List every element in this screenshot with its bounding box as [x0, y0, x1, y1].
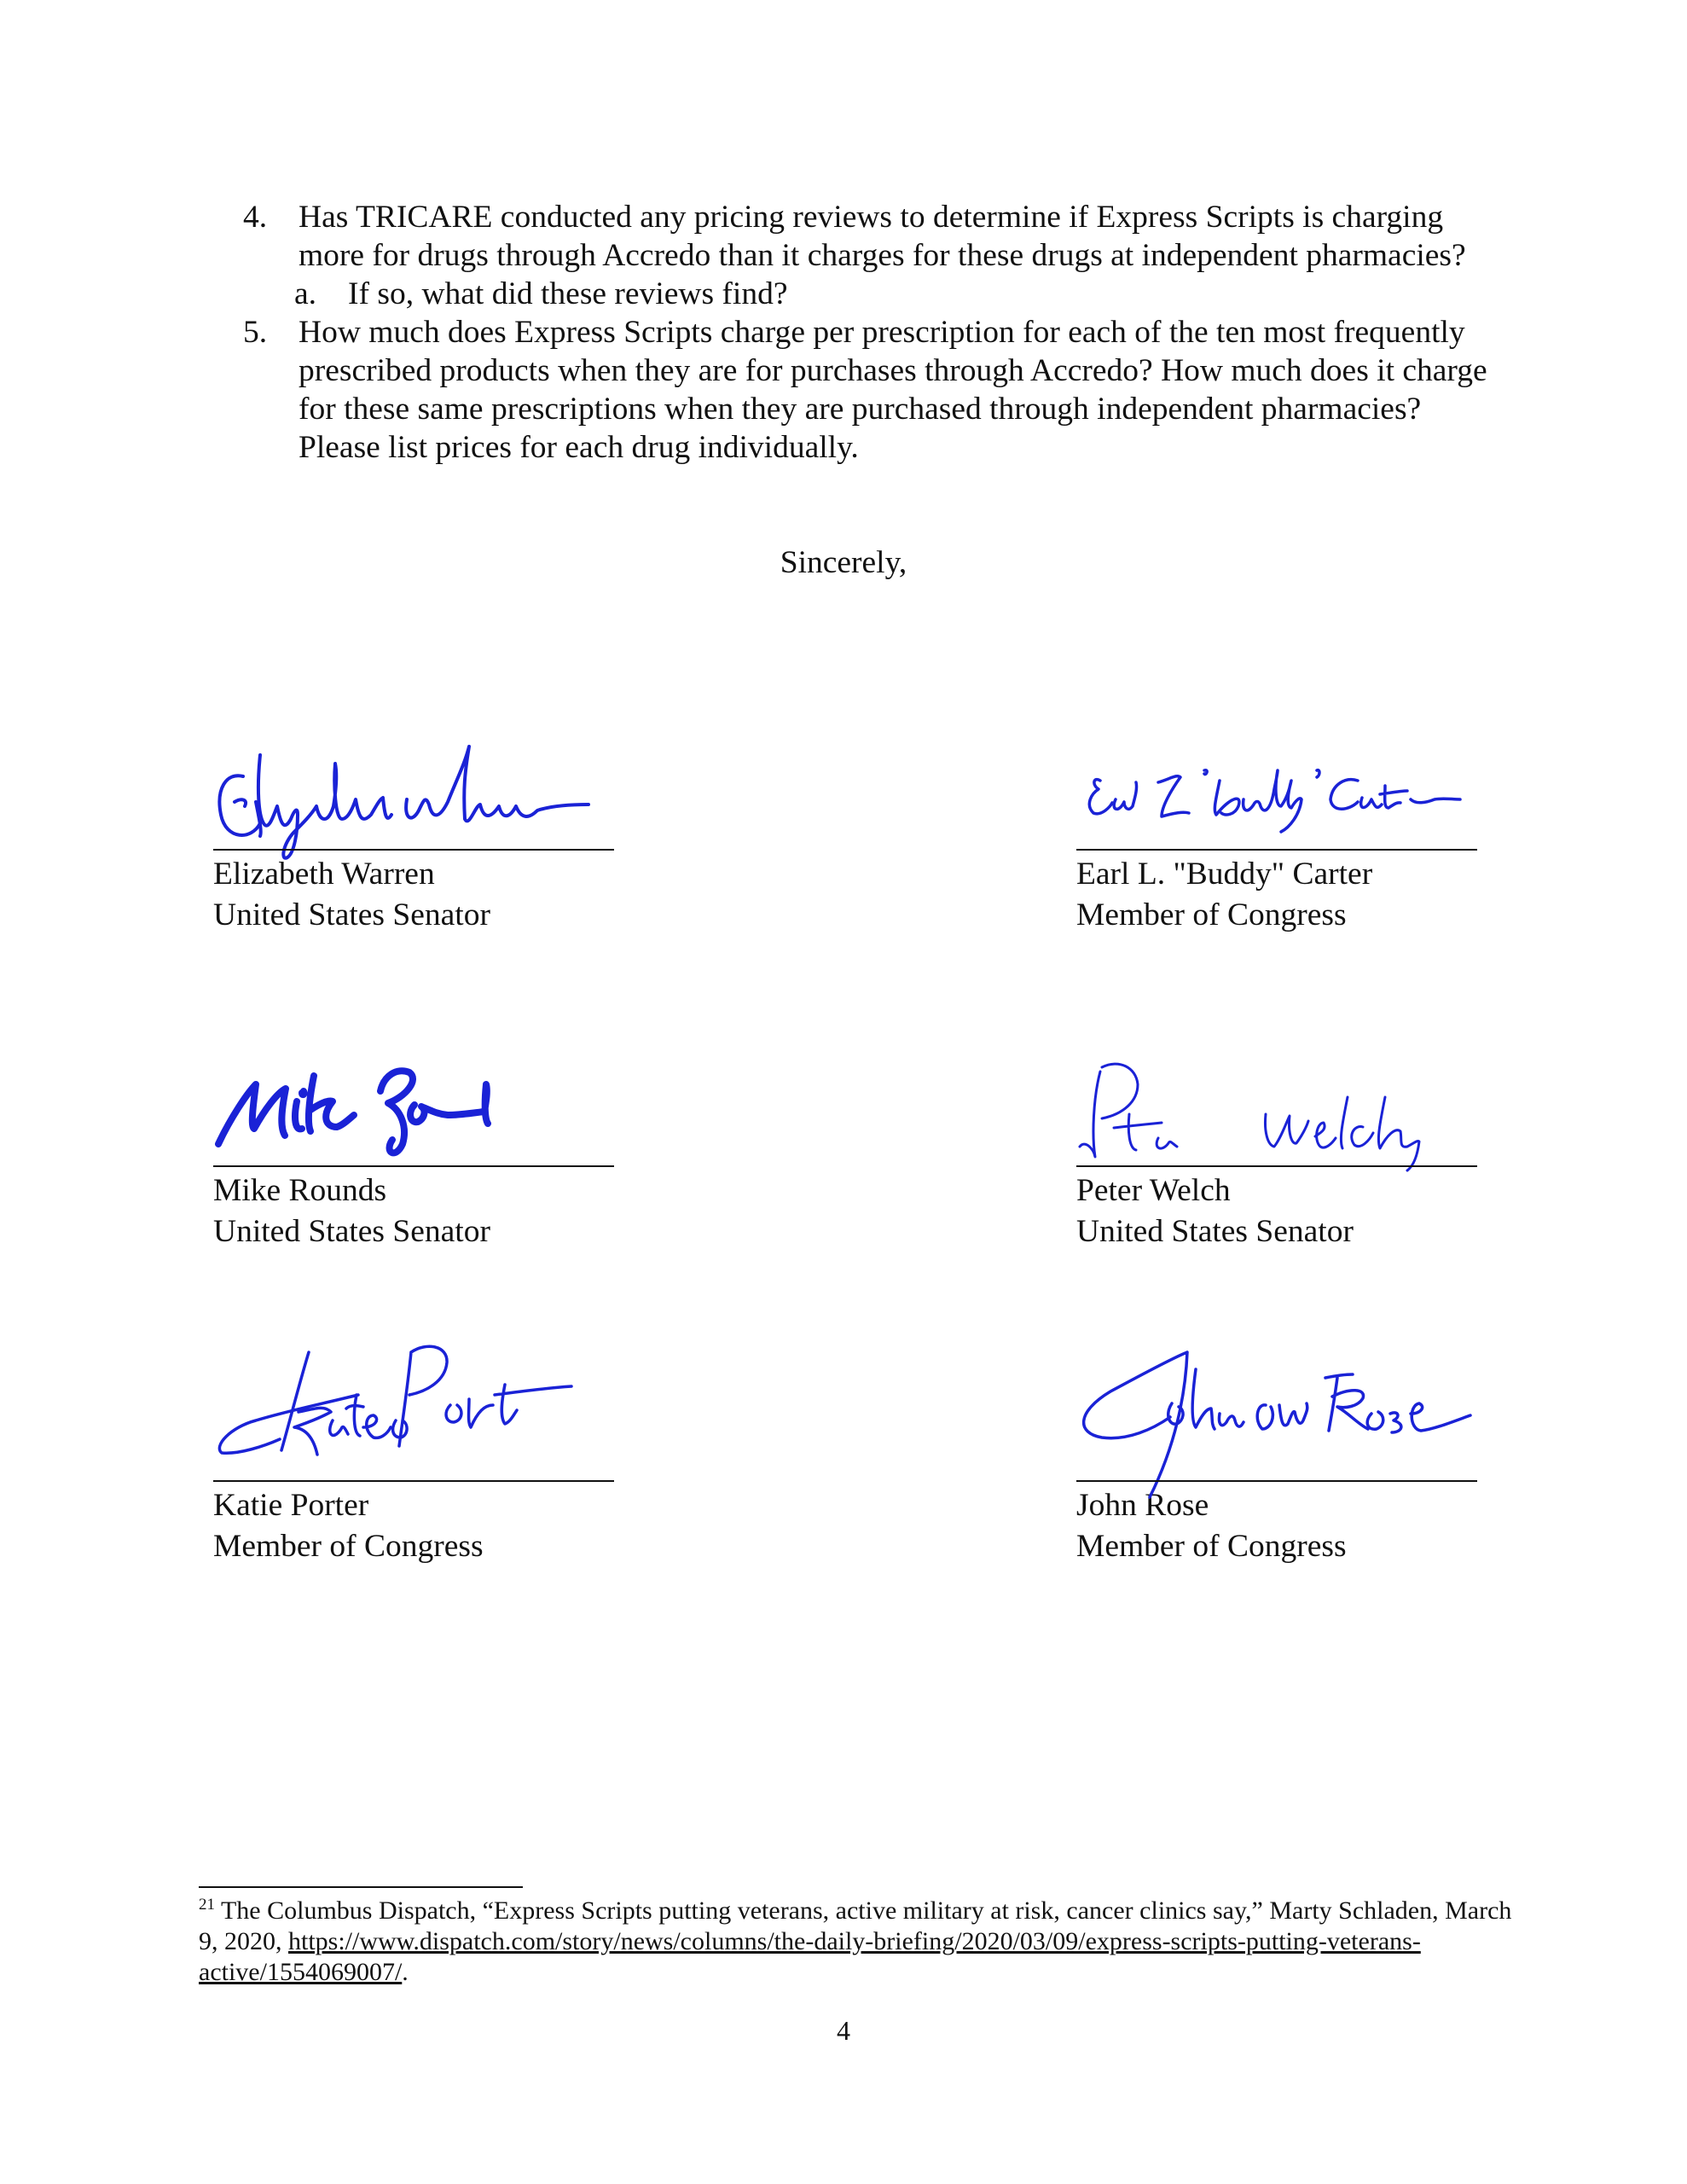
footnote-marker: 21 — [199, 1896, 215, 1914]
footnote — [199, 1896, 1512, 1988]
footnote-link[interactable]: https://www.dispatch.com/story/news/columns/the-daily-briefing/2020/03/09/express-scripts-putting-veterans-active/1554069007/ — [199, 1927, 1421, 1986]
signature-line — [213, 849, 614, 851]
signatory-name: John Rose — [1076, 1488, 1209, 1523]
handwritten-signature-rounds — [213, 1050, 614, 1221]
footnote-rule — [199, 1886, 523, 1888]
signature-line — [213, 1165, 614, 1167]
signature-block-carter — [1076, 849, 1477, 936]
signatory-title: United States Senator — [213, 1214, 490, 1249]
footnote-text: The Columbus Dispatch, “Express Scripts putting veterans, active military at risk, cancer clinics say,” Marty Schladen, March 9, 2020, — [199, 1896, 1512, 1955]
signature-block-rounds — [213, 1165, 614, 1252]
question-number: 4. — [243, 200, 268, 235]
question-number: 5. — [243, 315, 268, 350]
question-text: How much does Express Scripts charge per prescription for each of the ten most frequently prescribed products when they are for purchases through Accredo? How much does it charge for these same prescriptions when they are purchased through independent pharmacies? Please list prices for each drug individually. — [299, 315, 1487, 465]
question-4 — [243, 198, 1505, 275]
signatory-title: Member of Congress — [213, 1529, 484, 1564]
signature-line — [1076, 1165, 1477, 1167]
signature-line — [1076, 1480, 1477, 1482]
signature-block-rose — [1076, 1480, 1477, 1567]
closing-salutation: Sincerely, — [780, 545, 907, 580]
question-5 — [243, 313, 1505, 467]
handwritten-signature-welch — [1076, 1054, 1477, 1182]
footnote-end: . — [402, 1958, 409, 1986]
signature-block-welch — [1076, 1165, 1477, 1252]
signatory-title: United States Senator — [1076, 1214, 1354, 1249]
sub-question-label: a. — [294, 276, 317, 311]
signatory-title: Member of Congress — [1076, 1529, 1347, 1564]
signatory-name: Mike Rounds — [213, 1173, 387, 1208]
question-list — [243, 198, 1505, 467]
question-text: Has TRICARE conducted any pricing reviews to determine if Express Scripts is charging more for drugs through Accredo than it charges for these drugs at independent pharmacies? — [299, 200, 1466, 273]
sub-question-text: If so, what did these reviews find? — [348, 276, 788, 311]
handwritten-signature-carter — [1076, 721, 1477, 849]
signatory-name: Katie Porter — [213, 1488, 369, 1523]
signature-line — [1076, 849, 1477, 851]
signatory-name: Elizabeth Warren — [213, 857, 435, 892]
signatory-name: Peter Welch — [1076, 1173, 1231, 1208]
signatory-title: United States Senator — [213, 897, 490, 932]
signatory-name: Earl L. "Buddy" Carter — [1076, 857, 1373, 892]
signature-block-porter — [213, 1480, 614, 1567]
signature-block-warren — [213, 849, 614, 936]
page-number: 4 — [837, 2015, 850, 2046]
signature-line — [213, 1480, 614, 1482]
handwritten-signature-porter — [213, 1327, 614, 1480]
signatory-title: Member of Congress — [1076, 897, 1347, 932]
sub-question-a — [243, 275, 1505, 313]
